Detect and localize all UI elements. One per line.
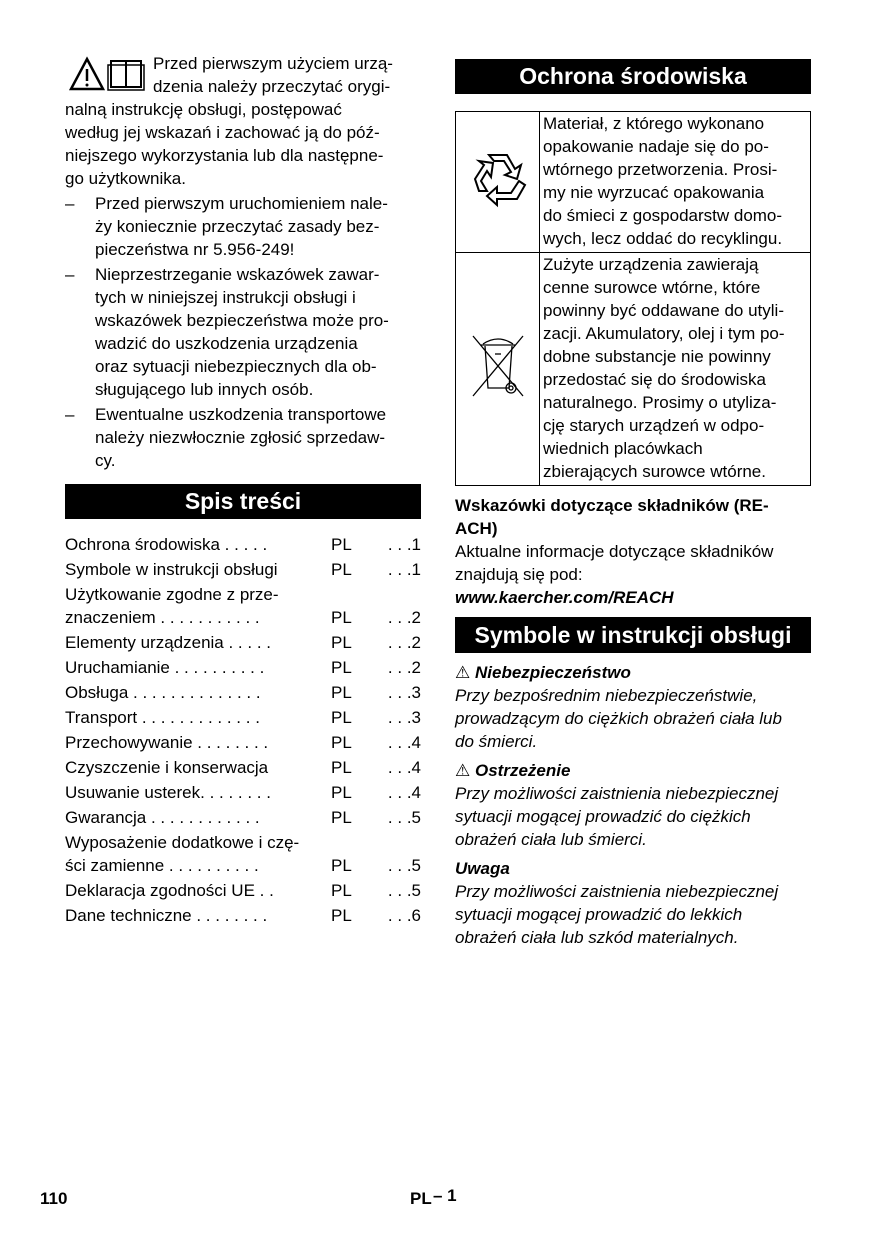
toc-entry-page: . . .1 xyxy=(387,560,421,579)
toc-entry-lang: PL xyxy=(331,856,352,875)
reach-link[interactable]: www.kaercher.com/REACH xyxy=(455,588,674,607)
toc-entry-lang: PL xyxy=(331,881,352,900)
warning-label: Ostrzeżenie xyxy=(474,761,571,780)
toc-entry-title: Deklaracja zgodności UE . . xyxy=(65,881,274,900)
danger-text: Przy bezpośrednim niebezpieczeństwie, prowadzącym do ciężkich obrażeń ciała lub do śmierci. xyxy=(455,686,782,751)
toc-entry-page: . . .1 xyxy=(387,535,421,554)
recycle-icon xyxy=(467,147,529,209)
toc-entry-lang: PL xyxy=(331,783,352,802)
warning-manual-icon xyxy=(69,56,149,92)
toc-entry-title: Uruchamianie . . . . . . . . . . xyxy=(65,658,265,677)
footer-lang: PL xyxy=(410,1189,432,1208)
toc-entry-page: . . .2 xyxy=(387,608,421,627)
toc-row[interactable] xyxy=(65,681,421,704)
toc-row[interactable] xyxy=(65,831,421,877)
caution-text: Przy możliwości zaistnienia niebezpiecznej sytuacji mogącej prowadzić do lekkich obrażeń ciała lub szkód materialnych. xyxy=(455,882,779,947)
weee-text: Zużyte urządzenia zawierają cenne surowce wtórne, które powinny być oddawane do utyli- zacji. Akumulatory, olej i tym po- dobne substancje nie powinny przedostać się do środowiska naturalnego. Prosimy o utyliza- cję starych urządzeń w odpo- wiednich placówkach zbierających surowce wtórne. xyxy=(543,255,785,481)
toc-entry-title: Dane techniczne . . . . . . . . xyxy=(65,906,268,925)
toc-row[interactable] xyxy=(65,904,421,927)
toc-row[interactable] xyxy=(65,631,421,654)
toc-title: Spis treści xyxy=(65,484,421,519)
toc-entry-title: Usuwanie usterek. . . . . . . . xyxy=(65,783,271,802)
footer-section-page: – 1 xyxy=(433,1186,457,1205)
toc-entry-page: . . .5 xyxy=(387,808,421,827)
reach-text: Aktualne informacje dotyczące składników znajdują się pod: xyxy=(455,542,774,584)
recycle-cell xyxy=(456,112,540,253)
toc-entry-title: Użytkowanie zgodne z prze- znaczeniem . . . . . . . . . . . xyxy=(65,585,279,627)
toc-entry-title: Wyposażenie dodatkowe i czę- ści zamienne . . . . . . . . . . xyxy=(65,833,300,875)
toc-entry-page: . . .3 xyxy=(387,708,421,727)
toc-row[interactable] xyxy=(65,879,421,902)
intro-text: nalną instrukcję obsługi, postępować według jej wskazań i zachować ją do póź- niejszego wykorzystania lub dla następne- go użytkownika. xyxy=(65,100,384,188)
list-item xyxy=(65,192,421,261)
warning-triangle-icon: ⚠ xyxy=(455,761,471,780)
toc-row[interactable] xyxy=(65,781,421,804)
toc-entry-title: Przechowywanie . . . . . . . . xyxy=(65,733,269,752)
toc-row[interactable] xyxy=(65,533,421,556)
intro-first-lines: Przed pierwszym użyciem urzą- dzenia należy przeczytać orygi- xyxy=(153,54,393,96)
toc-entry-title: Czyszczenie i konserwacja xyxy=(65,758,269,777)
toc-entry-title: Elementy urządzenia . . . . . xyxy=(65,633,271,652)
weee-cell xyxy=(456,253,540,486)
toc-entry-title: Obsługa . . . . . . . . . . . . . . xyxy=(65,683,261,702)
env-table xyxy=(455,111,811,486)
danger-section xyxy=(455,661,811,753)
toc-entry-lang: PL xyxy=(331,906,352,925)
toc-entry-lang: PL xyxy=(331,633,352,652)
toc-row[interactable] xyxy=(65,656,421,679)
toc-entry-page: . . .5 xyxy=(387,881,421,900)
warning-triangle-icon: ⚠ xyxy=(455,663,471,682)
toc-entry-lang: PL xyxy=(331,560,352,579)
toc-entry-lang: PL xyxy=(331,683,352,702)
list-item-text: Przed pierwszym uruchomieniem nale- ży koniecznie przeczytać zasady bez- pieczeństwa nr 5.956-249! xyxy=(95,194,388,259)
table-of-contents xyxy=(65,533,421,927)
warning-section xyxy=(455,759,811,851)
left-column xyxy=(65,52,421,929)
toc-entry-lang: PL xyxy=(331,733,352,752)
dash: – xyxy=(65,265,75,284)
caution-section xyxy=(455,857,811,949)
toc-entry-page: . . .3 xyxy=(387,683,421,702)
toc-entry-page: . . .6 xyxy=(387,906,421,925)
toc-entry-title: Ochrona środowiska . . . . . xyxy=(65,535,268,554)
toc-entry-page: . . .4 xyxy=(387,733,421,752)
toc-row[interactable] xyxy=(65,583,421,629)
page-number: 110 xyxy=(40,1189,68,1208)
toc-entry-lang: PL xyxy=(331,658,352,677)
toc-row[interactable] xyxy=(65,756,421,779)
toc-entry-page: . . .4 xyxy=(387,783,421,802)
reach-heading: Wskazówki dotyczące składników (RE- ACH) xyxy=(455,496,769,538)
crossed-bin-icon xyxy=(467,330,529,400)
recycle-text: Materiał, z którego wykonano opakowanie nadaje się do po- wtórnego przetworzenia. Prosi- my nie wyrzucać opakowania do śmieci z gospodarstw domo- wych, lecz oddać do recyklingu. xyxy=(543,114,783,248)
dash: – xyxy=(65,405,75,424)
right-column xyxy=(455,59,811,949)
list-item-text: Nieprzestrzeganie wskazówek zawar- tych w niniejszej instrukcji obsługi i wskazówek bezpieczeństwa może pro- wadzić do uszkodzenia urządzenia oraz sytuacji niebezpiecznych dla ob- sługującego lub innych osób. xyxy=(95,265,389,399)
dash: – xyxy=(65,194,75,213)
env-title: Ochrona środowiska xyxy=(455,59,811,94)
list-item xyxy=(65,263,421,401)
toc-row[interactable] xyxy=(65,558,421,581)
symbols-title: Symbole w instrukcji obsługi xyxy=(455,617,811,653)
intro xyxy=(65,52,421,190)
toc-entry-lang: PL xyxy=(331,758,352,777)
toc-entry-lang: PL xyxy=(331,808,352,827)
toc-entry-lang: PL xyxy=(331,708,352,727)
list-item-text: Ewentualne uszkodzenia transportowe należy niezwłocznie zgłosić sprzedaw- cy. xyxy=(95,405,387,470)
toc-entry-page: . . .5 xyxy=(387,856,421,875)
list-item xyxy=(65,403,421,472)
toc-entry-title: Gwarancja . . . . . . . . . . . . xyxy=(65,808,260,827)
toc-row[interactable] xyxy=(65,731,421,754)
warning-text: Przy możliwości zaistnienia niebezpiecznej sytuacji mogącej prowadzić do ciężkich obrażeń ciała lub śmierci. xyxy=(455,784,779,849)
toc-entry-page: . . .2 xyxy=(387,658,421,677)
toc-row[interactable] xyxy=(65,806,421,829)
toc-row[interactable] xyxy=(65,706,421,729)
toc-entry-title: Transport . . . . . . . . . . . . . xyxy=(65,708,260,727)
toc-entry-page: . . .2 xyxy=(387,633,421,652)
toc-entry-lang: PL xyxy=(331,608,352,627)
toc-entry-page: . . .4 xyxy=(387,758,421,777)
caution-label: Uwaga xyxy=(455,859,510,878)
danger-label: Niebezpieczeństwo xyxy=(474,663,631,682)
toc-entry-title: Symbole w instrukcji obsługi xyxy=(65,560,278,579)
toc-entry-lang: PL xyxy=(331,535,352,554)
